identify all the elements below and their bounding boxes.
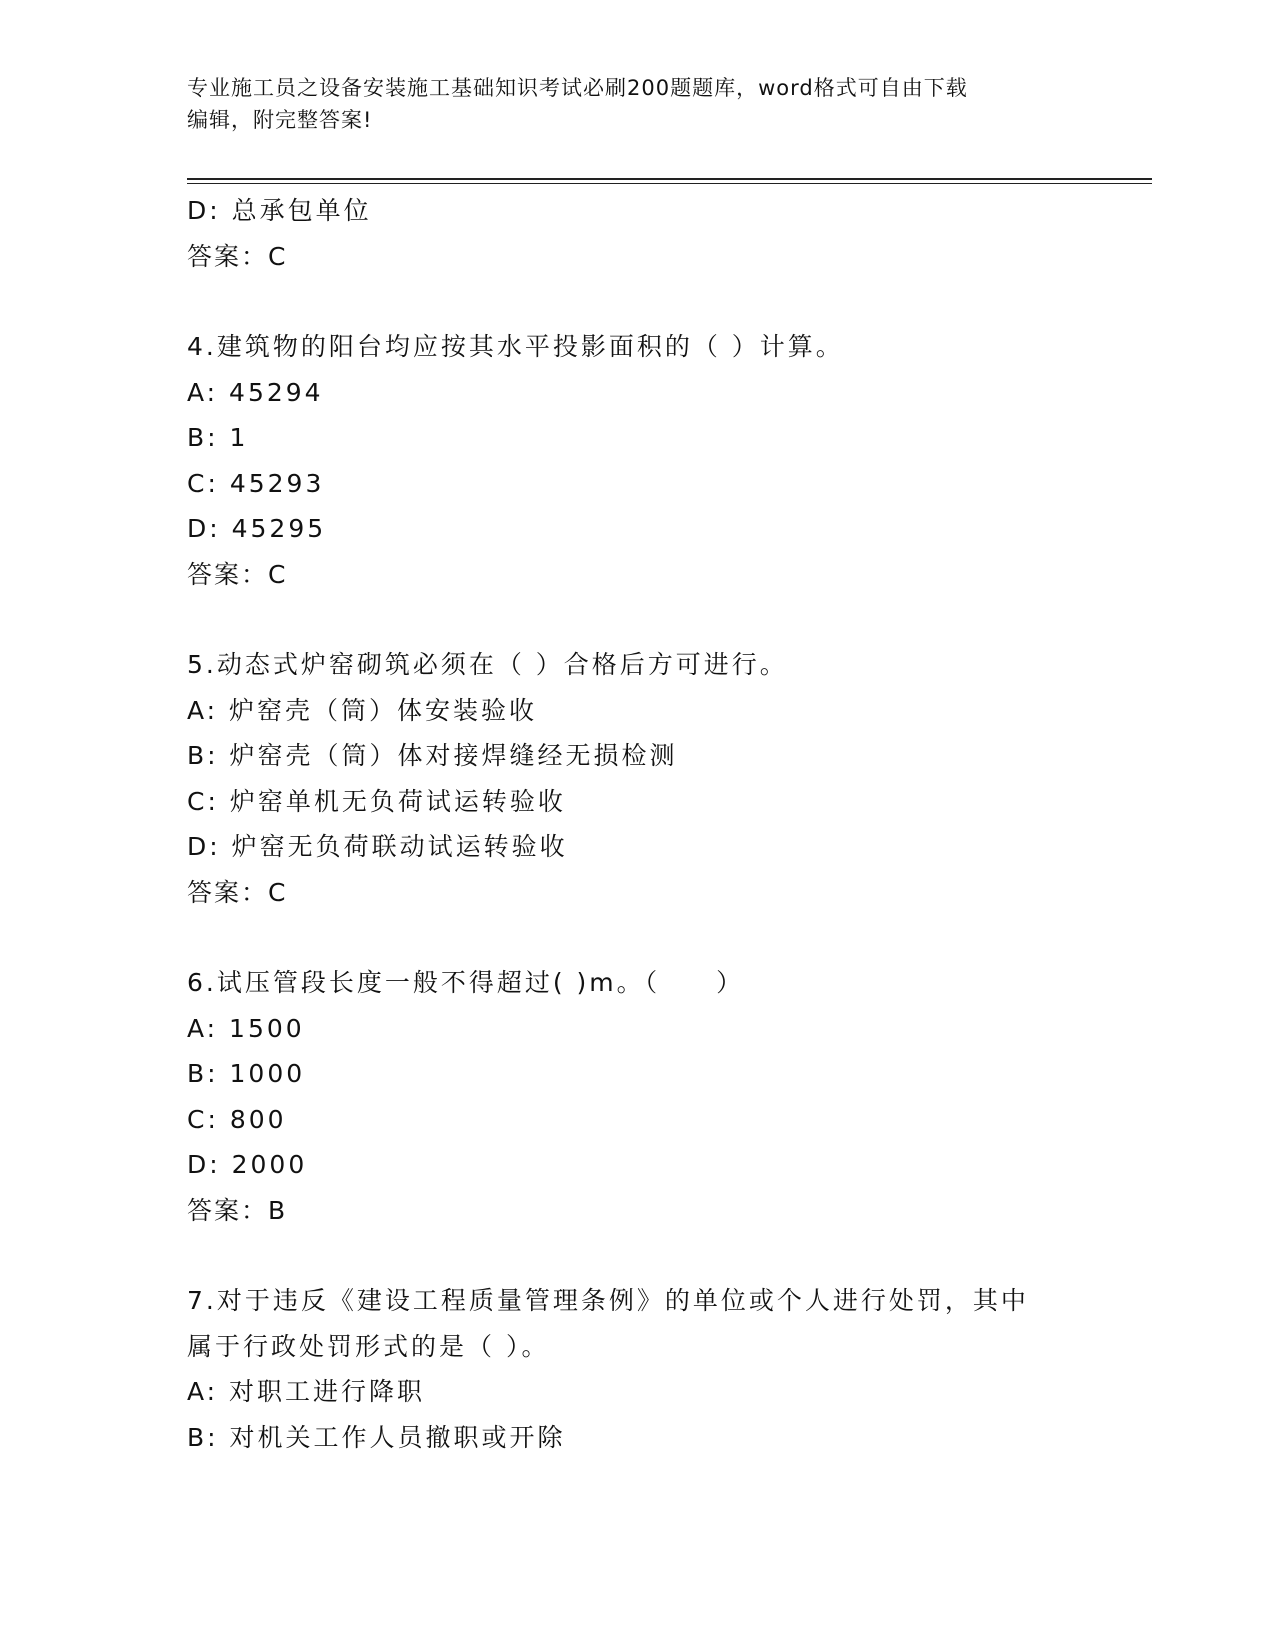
option-a: A: 炉窑壳（筒）体安装验收 bbox=[187, 695, 538, 725]
option-a: A: 45294 bbox=[187, 377, 324, 407]
answer-line: 答案：B bbox=[187, 1195, 288, 1225]
option-d: D: 45295 bbox=[187, 514, 327, 543]
option-b: B: 炉窑壳（筒）体对接焊缝经无损检测 bbox=[187, 741, 678, 770]
option-c: C: 45293 bbox=[187, 468, 325, 498]
option-c: C: 炉窑单机无负荷试运转验收 bbox=[187, 786, 566, 816]
question-5 bbox=[187, 642, 1087, 915]
question-list bbox=[187, 188, 1087, 1460]
answer-line: 答案：C bbox=[187, 241, 288, 271]
option-b: B: 1 bbox=[187, 423, 249, 452]
previous-question-tail bbox=[187, 188, 1087, 279]
question-7 bbox=[187, 1278, 1087, 1460]
answer-line: 答案：C bbox=[187, 877, 288, 907]
answer-line: 答案：C bbox=[187, 559, 288, 589]
question-stem-line-2: 属于行政处罚形式的是（ ）。 bbox=[187, 1331, 550, 1361]
question-stem-line-1: 7.对于违反《建设工程质量管理条例》的单位或个人进行处罚，其中 bbox=[187, 1286, 1029, 1315]
question-6 bbox=[187, 960, 1087, 1233]
option-a: A: 1500 bbox=[187, 1013, 305, 1043]
question-4 bbox=[187, 324, 1087, 597]
option-b: B: 1000 bbox=[187, 1059, 306, 1088]
header-title-line-2: 编辑，附完整答案! bbox=[187, 108, 373, 132]
header-divider-thick bbox=[187, 178, 1152, 180]
option-c: C: 800 bbox=[187, 1104, 287, 1134]
header-title-line-1: 专业施工员之设备安装施工基础知识考试必刷200题题库，word格式可自由下载 bbox=[187, 76, 968, 100]
option-a: A: 对职工进行降职 bbox=[187, 1377, 426, 1406]
question-stem: 4.建筑物的阳台均应按其水平投影面积的（ ）计算。 bbox=[187, 332, 844, 361]
question-stem: 6.试压管段长度一般不得超过( )m。（ ） bbox=[187, 968, 745, 997]
option-d: D: 炉窑无负荷联动试运转验收 bbox=[187, 832, 568, 861]
option-d: D: 2000 bbox=[187, 1150, 308, 1179]
option-b: B: 对机关工作人员撤职或开除 bbox=[187, 1422, 566, 1452]
option-d: D: 总承包单位 bbox=[187, 196, 372, 225]
document-header bbox=[187, 72, 1067, 136]
question-stem: 5.动态式炉窑砌筑必须在（ ）合格后方可进行。 bbox=[187, 650, 788, 679]
header-divider-thin bbox=[187, 183, 1152, 184]
